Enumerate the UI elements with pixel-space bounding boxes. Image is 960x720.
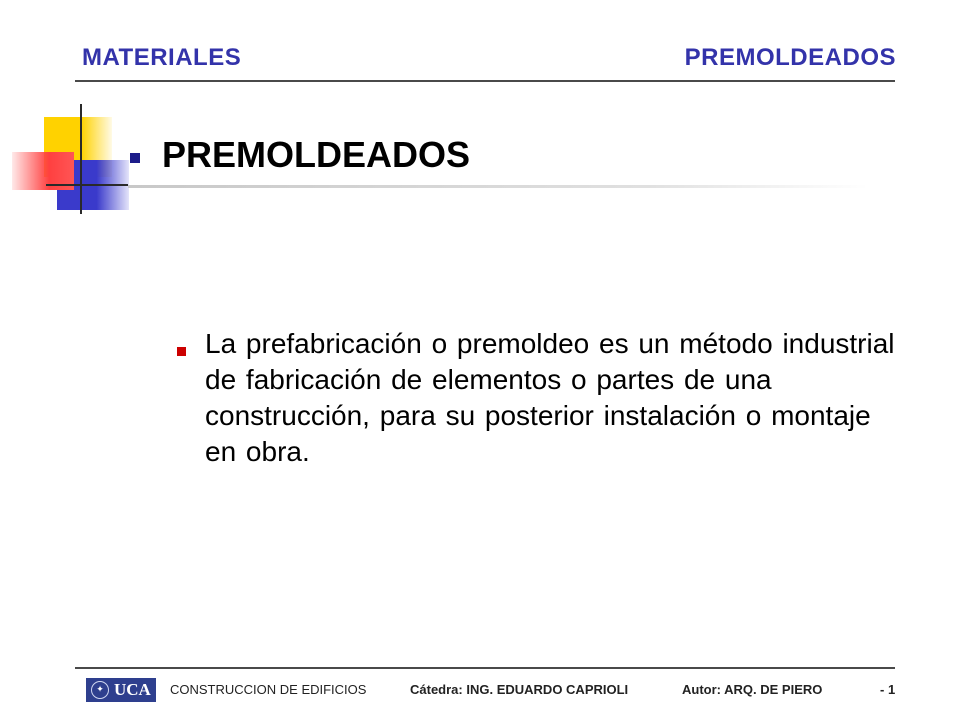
- footer-author: [682, 682, 822, 697]
- page-number: - 1: [880, 682, 896, 697]
- slide-title: PREMOLDEADOS: [162, 134, 471, 175]
- vertical-line-decoration: [80, 104, 82, 214]
- seal-icon: ✦: [91, 681, 109, 699]
- header-left-label: MATERIALES: [82, 44, 242, 71]
- footer-chair: [410, 682, 628, 697]
- title-underline: [128, 185, 868, 188]
- chair-label: Cátedra:: [410, 682, 463, 697]
- author-label: Autor:: [682, 682, 721, 697]
- decorative-squares: [0, 100, 140, 220]
- header-right-label: PREMOLDEADOS: [684, 44, 896, 71]
- footer-rule: [75, 667, 895, 669]
- title-bullet-icon: [130, 153, 140, 163]
- body-bullet-icon: [177, 347, 186, 356]
- body-text: La prefabricación o premoldeo es un método industrial de fabricación de elementos o partes de una construcción, para su posterior instalación o montaje en obra.: [205, 328, 895, 467]
- uca-logo: [86, 678, 156, 702]
- author-name: ARQ. DE PIERO: [724, 682, 823, 697]
- header-rule: [75, 80, 895, 82]
- logo-text: UCA: [114, 680, 151, 699]
- chair-name: ING. EDUARDO CAPRIOLI: [466, 682, 629, 697]
- horizontal-line-decoration: [46, 184, 128, 186]
- footer-course: CONSTRUCCION DE EDIFICIOS: [170, 682, 367, 697]
